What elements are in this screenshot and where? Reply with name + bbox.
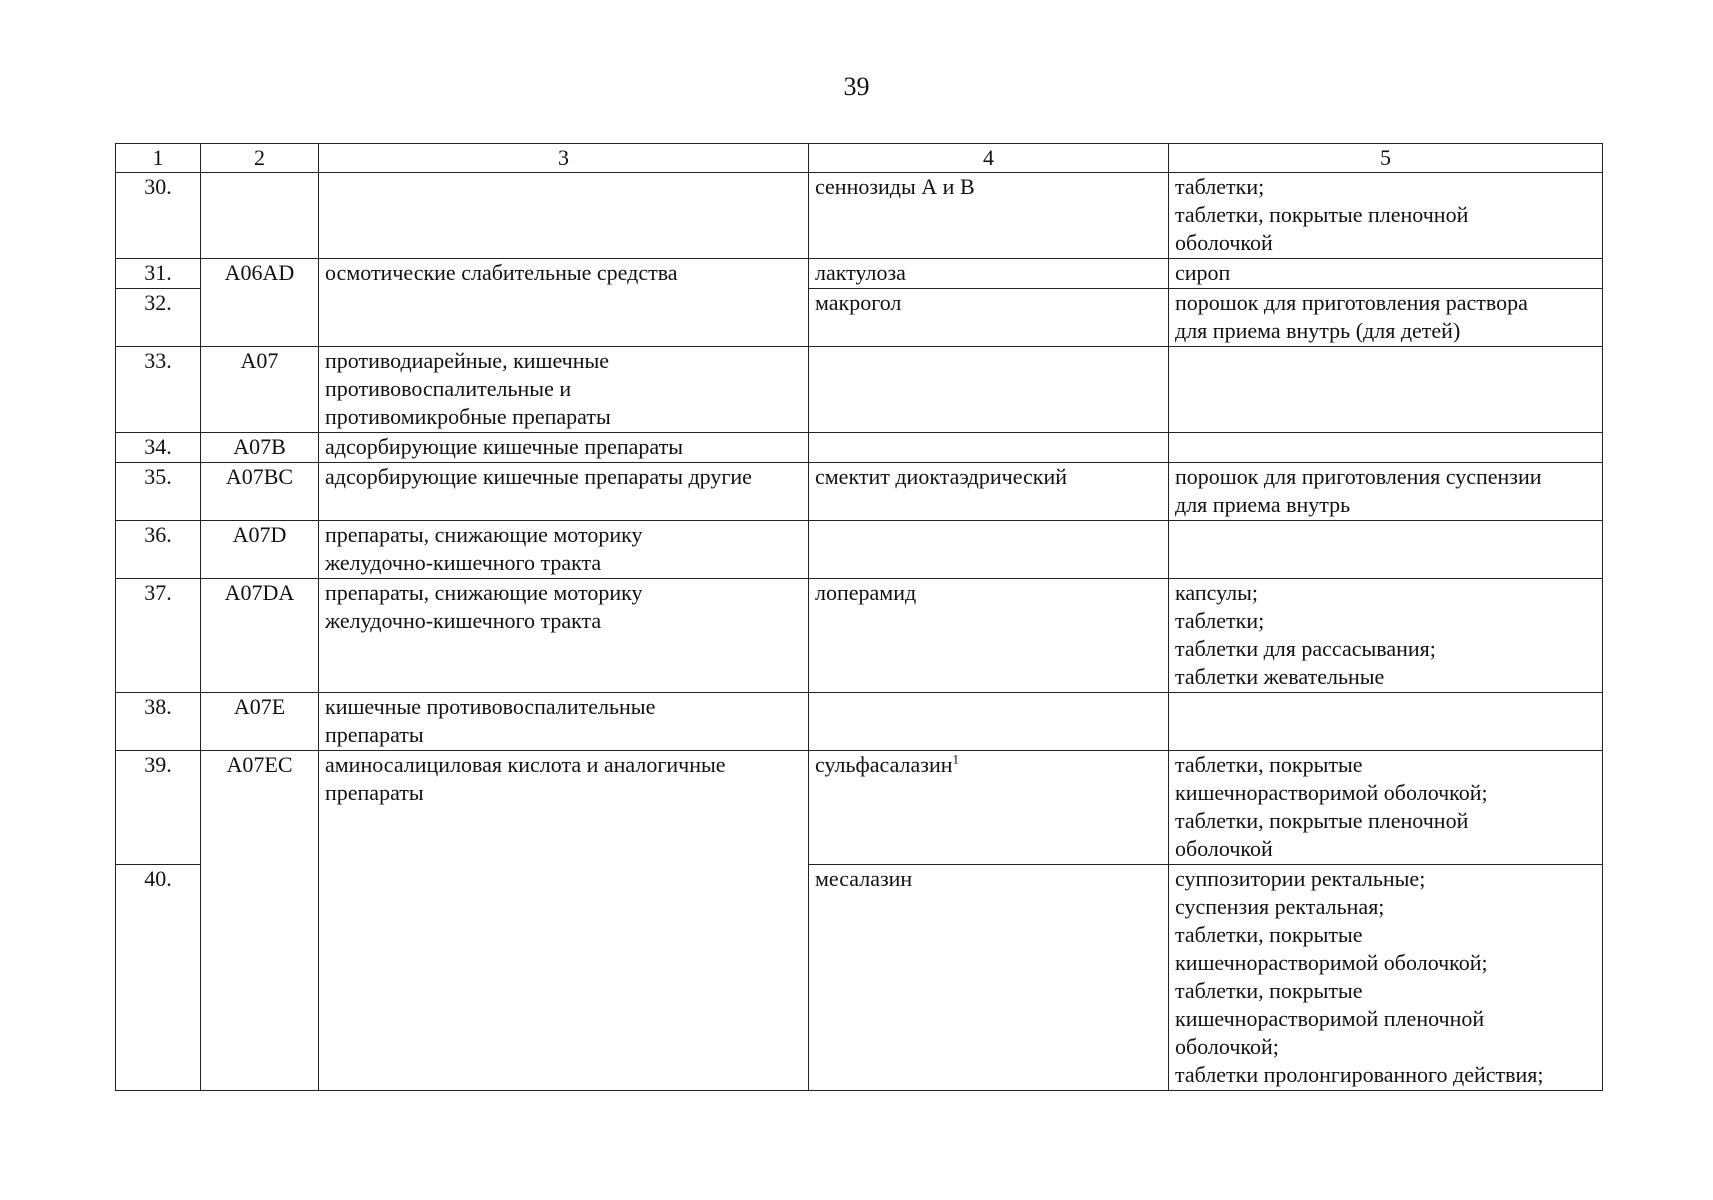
row-number: 32.: [116, 289, 201, 347]
group-line: адсорбирующие кишечные препараты другие: [325, 464, 752, 489]
page-number: 39: [843, 72, 870, 101]
dosage-forms: [1169, 347, 1603, 433]
dosage-forms: [1169, 521, 1603, 579]
drug-name: [809, 751, 1169, 865]
table-row: [116, 521, 1603, 579]
dosage-form-line: оболочкой: [1175, 836, 1273, 861]
atc-code: A07B: [201, 433, 319, 463]
drug-name: сеннозиды А и В: [809, 173, 1169, 259]
dosage-form-line: таблетки пролонгированного действия;: [1175, 1062, 1544, 1087]
table-row: [116, 463, 1603, 521]
atc-code: A07EC: [201, 751, 319, 1091]
group-line: аминосалициловая кислота и аналогичные: [325, 752, 726, 777]
dosage-form-line: оболочкой;: [1175, 1034, 1279, 1059]
column-header: 2: [201, 144, 319, 173]
dosage-forms: [1169, 433, 1603, 463]
row-number: 37.: [116, 579, 201, 693]
table-row: [116, 693, 1603, 751]
drug-name: [809, 521, 1169, 579]
dosage-form-line: таблетки, покрытые: [1175, 978, 1363, 1003]
dosage-form-line: капсулы;: [1175, 580, 1258, 605]
column-header: 4: [809, 144, 1169, 173]
anatomical-group: [319, 173, 809, 259]
dosage-form-line: таблетки жевательные: [1175, 664, 1385, 689]
drug-name: лоперамид: [809, 579, 1169, 693]
drug-name: [809, 347, 1169, 433]
row-number: 38.: [116, 693, 201, 751]
group-line: противомикробные препараты: [325, 404, 611, 429]
group-line: кишечные противовоспалительные: [325, 694, 656, 719]
drug-name: месалазин: [809, 865, 1169, 1091]
dosage-forms: [1169, 751, 1603, 865]
group-line: желудочно-кишечного тракта: [325, 550, 602, 575]
row-number: 34.: [116, 433, 201, 463]
dosage-form-line: для приема внутрь (для детей): [1175, 318, 1461, 343]
dosage-forms: [1169, 173, 1603, 259]
atc-code: A07BC: [201, 463, 319, 521]
anatomical-group: [319, 259, 809, 347]
dosage-form-line: порошок для приготовления раствора: [1175, 290, 1528, 315]
footnote-marker: 1: [952, 751, 960, 767]
dosage-form-line: таблетки, покрытые пленочной: [1175, 808, 1469, 833]
group-line: препараты: [325, 780, 424, 805]
atc-code: [201, 173, 319, 259]
dosage-form-line: суспензия ректальная;: [1175, 894, 1385, 919]
drug-name: лактулоза: [809, 259, 1169, 289]
group-line: препараты, снижающие моторику: [325, 522, 643, 547]
dosage-form-line: таблетки, покрытые пленочной: [1175, 202, 1469, 227]
dosage-form-line: таблетки для рассасывания;: [1175, 636, 1436, 661]
atc-code: A07D: [201, 521, 319, 579]
dosage-form-line: оболочкой: [1175, 230, 1273, 255]
drug-name: [809, 693, 1169, 751]
dosage-form-line: сироп: [1175, 260, 1231, 285]
row-number: 33.: [116, 347, 201, 433]
dosage-forms: [1169, 259, 1603, 289]
anatomical-group: [319, 521, 809, 579]
dosage-forms: [1169, 463, 1603, 521]
drug-name: смектит диоктаэдрический: [809, 463, 1169, 521]
dosage-form-line: таблетки;: [1175, 174, 1265, 199]
dosage-form-line: суппозитории ректальные;: [1175, 866, 1426, 891]
column-header: 1: [116, 144, 201, 173]
atc-code: A07E: [201, 693, 319, 751]
dosage-form-line: таблетки;: [1175, 608, 1265, 633]
dosage-forms: [1169, 693, 1603, 751]
dosage-forms: [1169, 865, 1603, 1091]
dosage-form-line: таблетки, покрытые: [1175, 752, 1363, 777]
group-line: осмотические слабительные средства: [325, 260, 678, 285]
group-line: противовоспалительные и: [325, 376, 572, 401]
drug-name: макрогол: [809, 289, 1169, 347]
dosage-form-line: кишечнорастворимой оболочкой;: [1175, 950, 1488, 975]
atc-code: A06AD: [201, 259, 319, 347]
anatomical-group: [319, 347, 809, 433]
drug-name-text: сульфасалазин: [815, 752, 953, 777]
row-number: 40.: [116, 865, 201, 1091]
dosage-form-line: порошок для приготовления суспензии: [1175, 464, 1542, 489]
table-row: [116, 579, 1603, 693]
dosage-form-line: кишечнорастворимой оболочкой;: [1175, 780, 1488, 805]
anatomical-group: [319, 463, 809, 521]
group-line: препараты: [325, 722, 424, 747]
table-row: [116, 347, 1603, 433]
table-row: [116, 751, 1603, 865]
dosage-form-line: кишечнорастворимой пленочной: [1175, 1006, 1485, 1031]
row-number: 39.: [116, 751, 201, 865]
table-row: [116, 433, 1603, 463]
table-header-row: [116, 144, 1603, 173]
atc-code: A07: [201, 347, 319, 433]
anatomical-group: [319, 433, 809, 463]
anatomical-group: [319, 579, 809, 693]
row-number: 31.: [116, 259, 201, 289]
group-line: желудочно-кишечного тракта: [325, 608, 602, 633]
group-line: препараты, снижающие моторику: [325, 580, 643, 605]
row-number: 36.: [116, 521, 201, 579]
drug-name: [809, 433, 1169, 463]
table-row: [116, 259, 1603, 289]
drug-table: [115, 143, 1603, 1091]
row-number: 30.: [116, 173, 201, 259]
anatomical-group: [319, 693, 809, 751]
table-row: [116, 173, 1603, 259]
column-header: 3: [319, 144, 809, 173]
group-line: противодиарейные, кишечные: [325, 348, 610, 373]
dosage-form-line: таблетки, покрытые: [1175, 922, 1363, 947]
column-header: 5: [1169, 144, 1603, 173]
dosage-forms: [1169, 579, 1603, 693]
dosage-form-line: для приема внутрь: [1175, 492, 1351, 517]
dosage-forms: [1169, 289, 1603, 347]
anatomical-group: [319, 751, 809, 1091]
row-number: 35.: [116, 463, 201, 521]
group-line: адсорбирующие кишечные препараты: [325, 434, 683, 459]
atc-code: A07DA: [201, 579, 319, 693]
